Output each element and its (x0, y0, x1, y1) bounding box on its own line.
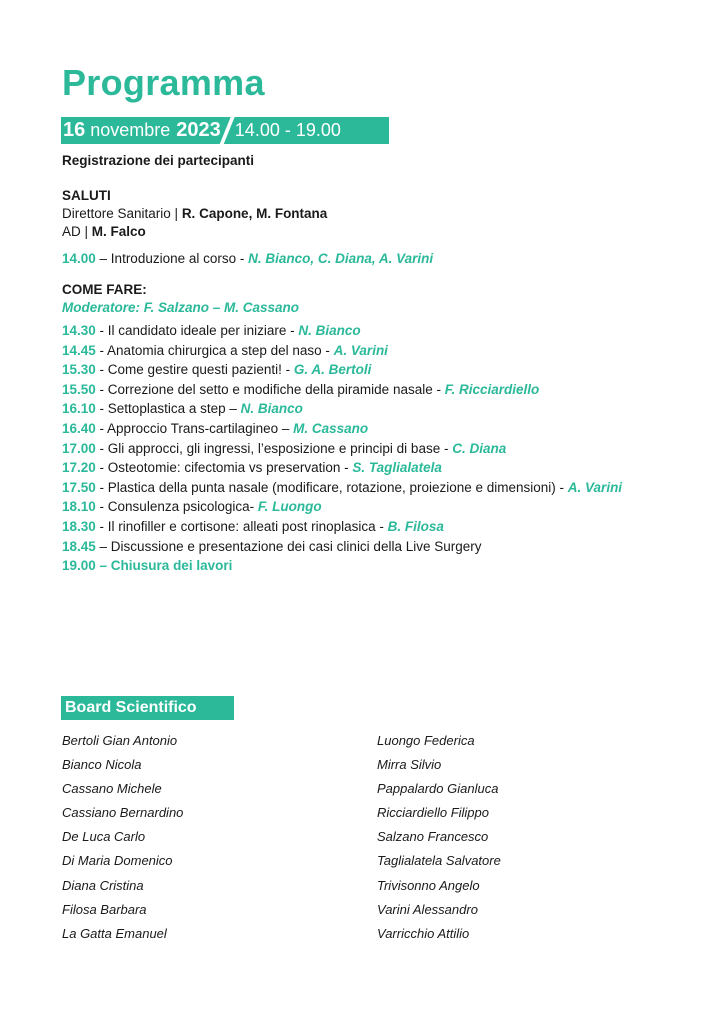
board-member: Varini Alessandro (377, 901, 478, 917)
session-time: 17.50 (62, 479, 96, 495)
date-month: novembre (90, 120, 171, 140)
session-title: - Come gestire questi pazienti! - (95, 362, 294, 378)
program-content (62, 152, 662, 576)
intro-line (62, 250, 662, 268)
session-row (62, 439, 662, 459)
board-member: Mirra Silvio (377, 757, 442, 773)
closing-text: – Chiusura dei lavori (95, 558, 233, 574)
session-title: - Osteotomie: cifectomia vs preservation - (95, 460, 353, 476)
date-day: 16 (63, 119, 86, 141)
session-time: 14.30 (62, 323, 96, 338)
session-speaker: B. Filosa (387, 518, 444, 534)
session-row (62, 380, 662, 400)
page-title: Programma (62, 62, 265, 103)
board-heading: Board Scientifico (61, 696, 234, 720)
date-year: 2023 (176, 119, 221, 141)
board-member: Filosa Barbara (62, 901, 147, 917)
session-title: - Approccio Trans-cartilagineo – (95, 420, 294, 436)
session-time: 15.50 (62, 381, 96, 397)
board-member: Diana Cristina (62, 877, 144, 893)
session-title: - Plastica della punta nasale (modificare, rotazione, proiezione e dimensioni) - (95, 479, 568, 495)
saluti-role: AD | (62, 224, 92, 239)
board-member: Bertoli Gian Antonio (62, 733, 178, 748)
session-row (62, 399, 662, 419)
board-member: Salzano Francesco (377, 829, 489, 845)
session-time: 14.00 (62, 251, 96, 266)
session-time: 18.10 (62, 499, 96, 515)
board-member: Cassiano Bernardino (62, 805, 184, 821)
registration-line: Registrazione dei partecipanti (62, 153, 255, 168)
session-row (62, 419, 662, 439)
date-time: 14.00 - 19.00 (234, 120, 341, 140)
session-row (62, 341, 662, 361)
board-column-right (377, 729, 501, 946)
closing-row (62, 556, 662, 576)
session-speaker: G. A. Bertoli (293, 362, 372, 378)
slash-divider (219, 116, 235, 146)
session-speaker: F. Luongo (257, 499, 322, 515)
session-speaker: A. Varini (567, 479, 623, 495)
session-speaker: A. Varini (333, 342, 388, 358)
session-speaker: N. Bianco (240, 401, 303, 417)
session-title: – Introduzione al corso - (95, 251, 249, 266)
session-title: - Correzione del setto e modifiche della piramide nasale - (95, 381, 445, 397)
session-title: - Anatomia chirurgica a step del naso - (95, 342, 334, 358)
board-member: Pappalardo Gianluca (377, 781, 499, 797)
come-fare-heading: COME FARE: (62, 282, 147, 297)
session-row (62, 537, 662, 557)
session-title: – Discussione e presentazione dei casi clinici della Live Surgery (95, 538, 482, 554)
session-speaker: S. Taglialatela (352, 460, 442, 476)
session-title: - Gli approcci, gli ingressi, l’esposizione e principi di base - (95, 440, 453, 456)
session-time: 16.10 (62, 401, 96, 417)
board-member: Luongo Federica (377, 733, 475, 748)
session-time: 19.00 (62, 558, 96, 574)
session-time: 14.45 (62, 342, 96, 358)
board-member: Di Maria Domenico (62, 853, 173, 869)
board-member: Trivisonno Angelo (377, 877, 480, 893)
session-time: 18.45 (62, 538, 96, 554)
session-speaker: C. Diana (452, 440, 507, 456)
session-time: 16.40 (62, 420, 96, 436)
board-member: Ricciardiello Filippo (377, 805, 489, 821)
session-speaker: N. Bianco (298, 323, 361, 338)
board-member: Varricchio Attilio (377, 925, 470, 941)
board-column-left (62, 729, 183, 946)
board-member: Taglialatela Salvatore (377, 853, 501, 869)
session-speaker: F. Ricciardiello (444, 381, 540, 397)
board-member: La Gatta Emanuel (62, 925, 167, 941)
board-member: De Luca Carlo (62, 829, 146, 845)
moderators-line: Moderatore: F. Salzano – M. Cassano (62, 300, 300, 315)
session-row (62, 517, 662, 537)
saluti-names: R. Capone, M. Fontana (181, 206, 328, 221)
saluti-line-2 (62, 223, 662, 241)
session-time: 18.30 (62, 518, 96, 534)
session-title: - Il rinofiller e cortisone: alleati post rinoplasica - (95, 518, 388, 534)
session-row (62, 478, 662, 498)
saluti-section (62, 187, 662, 241)
session-time: 15.30 (62, 362, 96, 378)
session-row (62, 360, 662, 380)
session-row (62, 458, 662, 478)
saluti-line-1 (62, 205, 662, 223)
session-title: - Settoplastica a step – (95, 401, 241, 417)
session-speaker: N. Bianco, C. Diana, A. Varini (248, 251, 434, 266)
session-row (62, 497, 662, 517)
board-member: Cassano Michele (62, 781, 162, 797)
saluti-heading: SALUTI (62, 188, 111, 203)
session-speaker: M. Cassano (293, 420, 369, 436)
saluti-names: M. Falco (91, 224, 146, 239)
date-banner (61, 117, 389, 144)
session-row (62, 321, 662, 341)
session-time: 17.00 (62, 440, 96, 456)
session-title: - Il candidato ideale per iniziare - (95, 323, 299, 338)
session-title: - Consulenza psicologica- (95, 499, 258, 515)
saluti-role: Direttore Sanitario | (62, 206, 182, 221)
sessions-list (62, 321, 662, 576)
board-member: Bianco Nicola (62, 757, 142, 773)
session-time: 17.20 (62, 460, 96, 476)
come-fare-section (62, 281, 662, 317)
